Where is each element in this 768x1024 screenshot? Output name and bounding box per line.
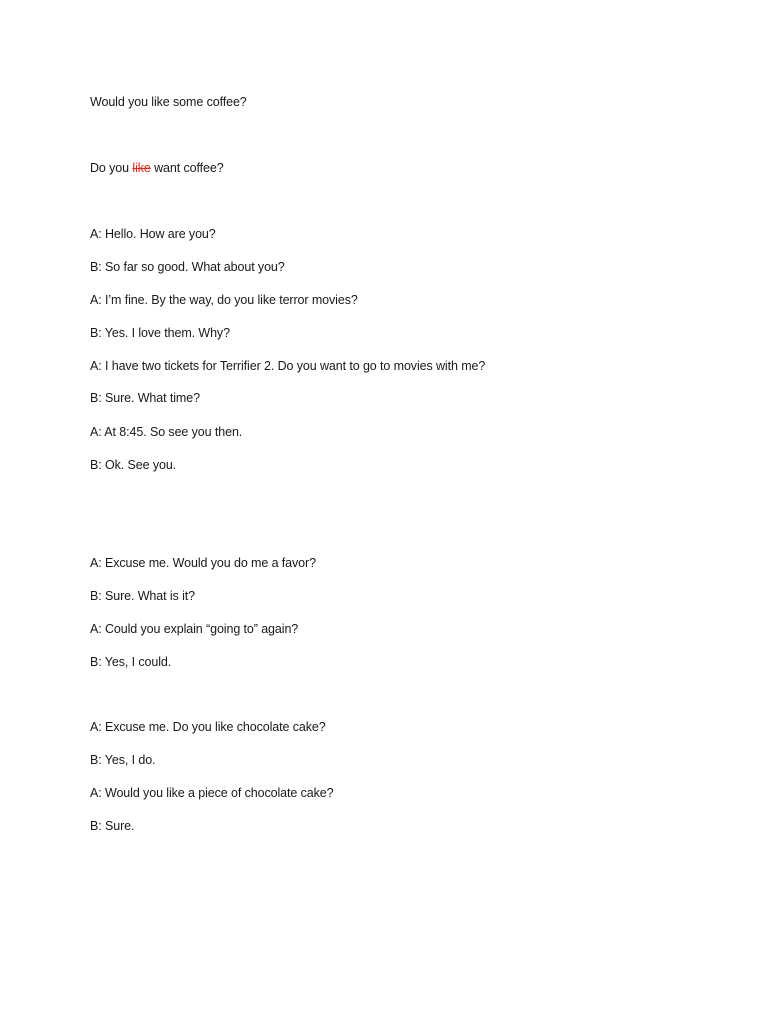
- dialogue-line: A: I have two tickets for Terrifier 2. Do you want to go to movies with me?: [90, 359, 486, 373]
- dialogue-line: A: Would you like a piece of chocolate cake?: [90, 786, 334, 800]
- dialogue-line: B: So far so good. What about you?: [90, 260, 285, 274]
- dialogue-line: A: Hello. How are you?: [90, 227, 216, 241]
- dialogue-line: B: Ok. See you.: [90, 458, 177, 472]
- dialogue-line: A: Excuse me. Do you like chocolate cake?: [90, 720, 326, 734]
- struck-word: like: [132, 161, 151, 175]
- dialogue-line: B: Sure.: [90, 819, 135, 833]
- opening-line-1: Would you like some coffee?: [90, 95, 247, 109]
- dialogue-line: B: Yes, I could.: [90, 655, 172, 669]
- opening-line-2: [90, 160, 224, 176]
- dialogue-line: B: Sure. What is it?: [90, 589, 195, 603]
- dialogue-line: B: Yes, I do.: [90, 753, 156, 767]
- dialogue-line: A: Excuse me. Would you do me a favor?: [90, 556, 316, 570]
- dialogue-line: B: Yes. I love them. Why?: [90, 326, 230, 340]
- dialogue-line: B: Sure. What time?: [90, 391, 200, 405]
- dialogue-line: A: At 8:45. So see you then.: [90, 425, 243, 439]
- opening-line-2-prefix: Do you: [90, 161, 133, 175]
- dialogue-line: A: Could you explain “going to” again?: [90, 622, 299, 636]
- dialogue-line: A: I’m fine. By the way, do you like terror movies?: [90, 293, 358, 307]
- opening-line-2-suffix: want coffee?: [150, 161, 224, 175]
